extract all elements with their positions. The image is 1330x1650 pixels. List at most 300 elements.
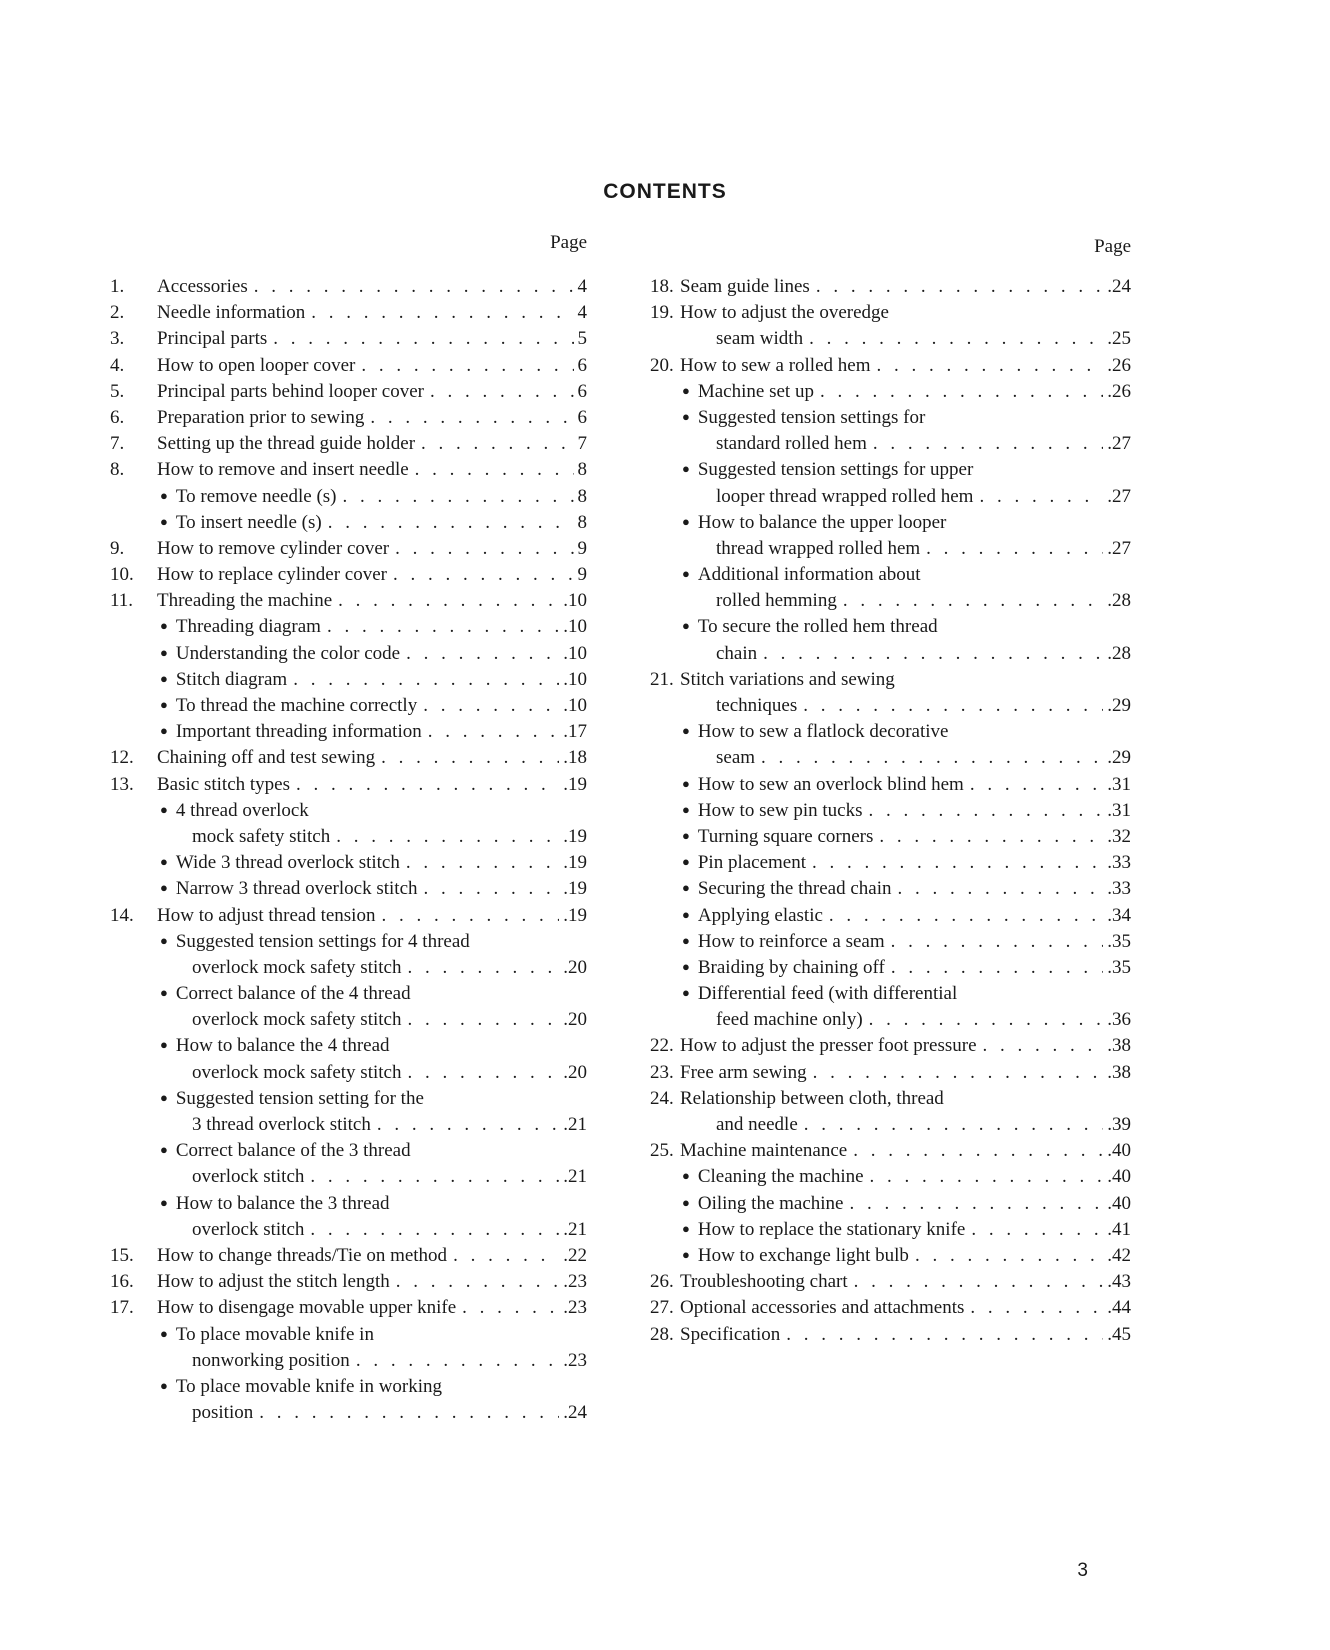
toc-entry-page: .38: [1107, 1035, 1131, 1057]
toc-entry: [110, 300, 587, 326]
bullet-icon: ●: [160, 618, 168, 634]
toc-entry-title: seam: [716, 747, 756, 769]
toc-entry-page: .26: [1107, 354, 1131, 376]
leader-dots: [407, 955, 559, 981]
toc-entry-title: Stitch variations and sewing: [680, 668, 895, 690]
toc-entry-line: [160, 510, 587, 537]
toc-entry-number: 4.: [110, 354, 125, 376]
leader-dots: [983, 1033, 1104, 1059]
toc-entry: [650, 955, 1131, 981]
toc-entry-line: [157, 562, 587, 588]
toc-entry: [650, 588, 1131, 614]
leader-dots: [377, 1112, 559, 1138]
bullet-icon: ●: [682, 723, 690, 739]
toc-entry-title: Important threading information: [175, 721, 422, 743]
toc-entry-title: How to balance the 3 thread: [175, 1192, 390, 1214]
toc-left-list: [110, 274, 587, 1426]
bullet-icon: ●: [160, 854, 168, 870]
toc-entry-line: [192, 1060, 587, 1086]
toc-entry: [650, 326, 1131, 352]
toc-entry-number: 12.: [110, 747, 134, 769]
toc-entry: [650, 981, 1131, 1007]
leader-dots: [407, 1007, 559, 1033]
toc-entry-title: To insert needle (s): [175, 511, 322, 533]
toc-entry-line: [716, 431, 1131, 457]
toc-entry-number: 18.: [650, 276, 674, 297]
toc-entry-line: [157, 405, 587, 431]
toc-entry-line: [160, 798, 315, 825]
toc-entry: [650, 1322, 1131, 1348]
toc-entry: [650, 562, 1131, 588]
toc-entry-title: Relationship between cloth, thread: [680, 1087, 944, 1109]
toc-entry-page: .21: [563, 1166, 587, 1188]
toc-entry: [110, 719, 587, 745]
leader-dots: [891, 955, 1103, 981]
toc-entry-title: Chaining off and test sewing: [157, 747, 376, 769]
toc-entry: [110, 274, 587, 300]
toc-entry-page: .26: [1107, 380, 1131, 402]
toc-entry-title: nonworking position: [192, 1349, 350, 1371]
toc-entry-title: To secure the rolled hem thread: [697, 616, 938, 638]
leader-dots: [273, 326, 573, 352]
toc-entry-page: .29: [1107, 695, 1131, 716]
toc-entry: [650, 1269, 1131, 1295]
bullet-icon: ●: [682, 1168, 690, 1184]
toc-entry-line: [682, 1191, 1131, 1218]
toc-entry-title: Wide 3 thread overlock stitch: [175, 852, 400, 874]
bullet-icon: ●: [160, 985, 168, 1001]
toc-entry-page: 6: [577, 380, 587, 402]
leader-dots: [259, 1400, 559, 1426]
leader-dots: [876, 353, 1103, 379]
toc-entry-title: techniques: [716, 695, 798, 716]
toc-entry-title: overlock stitch: [192, 1218, 305, 1240]
leader-dots: [897, 876, 1103, 902]
toc-entry-title: Suggested tension settings for upper: [697, 459, 974, 481]
toc-entry-page: .43: [1107, 1271, 1131, 1293]
toc-entry: [650, 274, 1131, 300]
toc-entry-title: overlock mock safety stitch: [192, 1061, 402, 1083]
toc-entry-title: chain: [716, 642, 758, 664]
toc-entry: [110, 562, 587, 588]
toc-entry-number: 3.: [110, 328, 125, 350]
toc-entry-page: .21: [563, 1218, 587, 1240]
toc-entry: [650, 405, 1131, 431]
toc-entry-line: [682, 955, 1131, 982]
toc-entry: [650, 772, 1131, 798]
leader-dots: [424, 876, 560, 902]
toc-entry-title: How to adjust the presser foot pressure: [680, 1035, 977, 1057]
bullet-icon: ●: [682, 382, 690, 398]
toc-entry-page: .18: [563, 747, 587, 769]
toc-entry: [650, 457, 1131, 483]
toc-entry-line: [160, 719, 587, 746]
toc-entry-line: [680, 1269, 1131, 1295]
toc-entry: [650, 1060, 1131, 1086]
toc-entry-page: .45: [1107, 1323, 1131, 1345]
bullet-icon: ●: [160, 1089, 168, 1105]
toc-entry: [650, 484, 1131, 510]
leader-dots: [853, 1138, 1103, 1164]
toc-entry-number: 22.: [650, 1035, 674, 1057]
leader-dots: [393, 562, 573, 588]
toc-entry-title: Optional accessories and attachments: [680, 1297, 965, 1319]
bullet-icon: ●: [682, 513, 690, 529]
toc-entry-line: [157, 431, 587, 457]
toc-entry-line: [680, 1138, 1131, 1164]
leader-dots: [970, 772, 1103, 798]
toc-entry: [110, 1007, 587, 1033]
toc-entry-line: [716, 745, 1131, 771]
toc-entry-page: 9: [577, 537, 587, 559]
toc-entry: [110, 1322, 587, 1348]
leader-dots: [343, 484, 574, 510]
toc-entry-line: [680, 1033, 1131, 1059]
toc-entry: [650, 614, 1131, 640]
page-title: CONTENTS: [603, 180, 727, 203]
toc-entry-line: [682, 379, 1131, 406]
bullet-icon: ●: [682, 801, 690, 817]
toc-entry-title: How to balance the upper looper: [697, 511, 947, 533]
toc-entry-line: [680, 1322, 1131, 1348]
toc-entry-page: .23: [563, 1271, 587, 1293]
toc-entry-number: 8.: [110, 459, 125, 481]
leader-dots: [971, 1217, 1103, 1243]
toc-entry-title: How to remove and insert needle: [157, 459, 409, 481]
toc-entry-line: [716, 588, 1131, 614]
page-number: 3: [1077, 1560, 1088, 1581]
leader-dots: [979, 484, 1103, 510]
toc-entry-page: .31: [1107, 773, 1131, 795]
toc-entry-page: .27: [1107, 485, 1131, 507]
bullet-icon: ●: [160, 644, 168, 660]
toc-entry-title: To remove needle (s): [175, 485, 337, 507]
leader-dots: [428, 719, 560, 745]
leader-dots: [869, 798, 1104, 824]
bullet-icon: ●: [160, 880, 168, 896]
toc-entry-line: [160, 667, 587, 694]
toc-entry: [110, 353, 587, 379]
toc-entry-number: 17.: [110, 1297, 134, 1319]
toc-entry-line: [680, 353, 1131, 379]
toc-entry-line: [682, 405, 931, 432]
toc-entry-line: [160, 1138, 417, 1165]
bullet-icon: ●: [682, 932, 690, 948]
toc-entry-page: 8: [577, 459, 587, 481]
toc-entry-title: Correct balance of the 3 thread: [175, 1140, 411, 1162]
toc-entry-number: 2.: [110, 302, 125, 324]
toc-entry: [650, 1033, 1131, 1059]
toc-entry-line: [192, 1400, 587, 1426]
bullet-icon: ●: [682, 854, 690, 870]
toc-entry-line: [682, 981, 963, 1008]
toc-entry-number: 28.: [650, 1323, 674, 1345]
leader-dots: [406, 850, 559, 876]
toc-entry-line: [160, 484, 587, 511]
leader-dots: [381, 903, 559, 929]
toc-entry-page: 8: [577, 485, 587, 507]
toc-entry-line: [160, 614, 587, 641]
toc-entry: [650, 1191, 1131, 1217]
toc-right-column: [650, 228, 1131, 1348]
toc-entry: [650, 1243, 1131, 1269]
toc-entry: [650, 353, 1131, 379]
toc-entry-title: Threading the machine: [157, 590, 333, 612]
toc-entry-line: [682, 510, 952, 537]
toc-entry: [110, 510, 587, 536]
toc-entry-page: 7: [577, 433, 587, 455]
toc-entry-page: .17: [563, 721, 587, 743]
leader-dots: [786, 1322, 1103, 1348]
toc-entry-title: position: [192, 1402, 254, 1424]
toc-entry: [110, 1164, 587, 1190]
toc-entry-title: overlock mock safety stitch: [192, 1009, 402, 1031]
leader-dots: [430, 379, 574, 405]
toc-entry: [650, 1295, 1131, 1321]
toc-entry-line: [716, 693, 1131, 719]
leader-dots: [327, 614, 559, 640]
toc-entry: [110, 1217, 587, 1243]
toc-entry: [650, 510, 1131, 536]
toc-entry-page: .10: [563, 590, 587, 612]
toc-entry-title: Specification: [680, 1323, 781, 1345]
toc-entry-title: Applying elastic: [697, 904, 823, 926]
toc-entry-title: How to balance the 4 thread: [175, 1035, 390, 1057]
leader-dots: [869, 1007, 1104, 1033]
toc-entry: [110, 1086, 587, 1112]
toc-entry-line: [716, 536, 1131, 562]
toc-entry-line: [157, 1295, 587, 1321]
toc-entry-number: 27.: [650, 1297, 674, 1319]
toc-entry-title: mock safety stitch: [192, 825, 331, 847]
toc-entry-title: feed machine only): [716, 1009, 863, 1031]
toc-entry-number: 6.: [110, 406, 125, 428]
leader-dots: [423, 693, 559, 719]
toc-entry-line: [682, 824, 1131, 851]
toc-entry-title: thread wrapped rolled hem: [716, 537, 921, 559]
toc-entry-page: .27: [1107, 433, 1131, 455]
toc-entry: [110, 379, 587, 405]
toc-entry: [650, 903, 1131, 929]
toc-entry-page: .28: [1107, 590, 1131, 612]
leader-dots: [970, 1295, 1103, 1321]
bullet-icon: ●: [160, 1037, 168, 1053]
bullet-icon: ●: [160, 1142, 168, 1158]
bullet-icon: ●: [682, 408, 690, 424]
toc-entry-line: [682, 614, 944, 641]
toc-entry: [110, 641, 587, 667]
toc-entry: [110, 1295, 587, 1321]
toc-entry-title: looper thread wrapped rolled hem: [716, 485, 974, 507]
leader-dots: [926, 536, 1103, 562]
toc-entry: [110, 824, 587, 850]
toc-entry-page: 6: [577, 406, 587, 428]
leader-dots: [310, 1217, 559, 1243]
toc-entry-line: [192, 1348, 587, 1374]
leader-dots: [761, 745, 1103, 771]
toc-entry-number: 9.: [110, 537, 125, 559]
toc-entry: [110, 929, 587, 955]
toc-entry-line: [682, 1217, 1131, 1244]
toc-entry: [110, 484, 587, 510]
toc-entry-title: and needle: [716, 1114, 798, 1135]
toc-entry-page: .10: [563, 642, 587, 664]
toc-entry-title: How to disengage movable upper knife: [157, 1297, 457, 1319]
toc-entry: [110, 536, 587, 562]
toc-entry-page: .19: [563, 852, 587, 874]
toc-entry-page: .39: [1107, 1114, 1131, 1135]
toc-entry-line: [157, 1243, 587, 1269]
toc-entry-title: Setting up the thread guide holder: [157, 433, 416, 455]
toc-entry: [110, 1191, 587, 1217]
toc-entry-title: rolled hemming: [716, 590, 837, 612]
toc-entry-title: seam width: [716, 328, 804, 350]
toc-entry: [110, 1033, 587, 1059]
toc-entry-title: Basic stitch types: [157, 773, 290, 795]
toc-entry-title: Correct balance of the 4 thread: [175, 983, 411, 1005]
leader-dots: [396, 1269, 560, 1295]
leader-dots: [356, 1348, 559, 1374]
toc-entry: [110, 955, 587, 981]
leader-dots: [915, 1243, 1103, 1269]
leader-dots: [311, 300, 573, 326]
toc-entry-line: [192, 824, 587, 850]
toc-entry-title: Accessories: [157, 276, 248, 297]
toc-entry-title: Braiding by chaining off: [697, 956, 885, 978]
toc-entry-title: Suggested tension settings for: [697, 406, 926, 428]
toc-entry: [110, 903, 587, 929]
bullet-icon: ●: [682, 1246, 690, 1262]
toc-entry: [650, 929, 1131, 955]
bullet-icon: ●: [682, 566, 690, 582]
toc-entry-page: .19: [563, 825, 587, 847]
toc-entry: [110, 588, 587, 614]
leader-dots: [293, 667, 559, 693]
toc-entry-title: 3 thread overlock stitch: [192, 1114, 371, 1135]
leader-dots: [854, 1269, 1104, 1295]
toc-entry-line: [157, 326, 587, 352]
toc-entry-line: [157, 745, 587, 771]
toc-entry-title: Threading diagram: [175, 616, 321, 638]
leader-dots: [850, 1191, 1104, 1217]
toc-entry: [650, 1007, 1131, 1033]
toc-entry-title: How to replace the stationary knife: [697, 1218, 966, 1240]
leader-dots: [338, 588, 559, 614]
toc-entry-title: How to adjust the stitch length: [157, 1271, 390, 1293]
toc-entry-number: 5.: [110, 380, 125, 402]
toc-entry-title: How to adjust the overedge: [680, 302, 889, 324]
toc-entry-page: .35: [1107, 930, 1131, 952]
toc-entry: [110, 326, 587, 352]
toc-entry-line: [716, 1007, 1131, 1033]
toc-entry-line: [160, 693, 587, 720]
bullet-icon: ●: [682, 906, 690, 922]
leader-dots: [462, 1295, 559, 1321]
toc-entry: [650, 667, 1131, 693]
leader-dots: [407, 1060, 559, 1086]
toc-entry: [110, 850, 587, 876]
leader-dots: [453, 1243, 559, 1269]
toc-entry-title: How to open looper cover: [157, 354, 356, 376]
toc-entry-line: [157, 457, 587, 483]
toc-entry-line: [716, 1112, 1131, 1138]
toc-entry-title: Machine set up: [697, 380, 814, 402]
toc-entry-title: To place movable knife in: [175, 1323, 374, 1345]
bullet-icon: ●: [682, 1220, 690, 1236]
toc-entry: [110, 1400, 587, 1426]
toc-entry: [110, 981, 587, 1007]
toc-entry-line: [682, 929, 1131, 956]
toc-entry-title: Seam guide lines: [680, 276, 810, 297]
toc-entry-title: How to adjust thread tension: [157, 904, 376, 926]
toc-entry-page: 8: [577, 511, 587, 533]
toc-entry-number: 19.: [650, 302, 674, 324]
toc-entry-line: [682, 1243, 1131, 1270]
toc-entry-line: [192, 1007, 587, 1033]
toc-entry-page: .20: [563, 956, 587, 978]
toc-entry-title: To place movable knife in working: [175, 1375, 443, 1397]
toc-entry-page: .10: [563, 695, 587, 716]
toc-entry-line: [682, 903, 1131, 930]
toc-entry: [650, 300, 1131, 326]
toc-entry-line: [160, 641, 587, 668]
toc-entry-number: 25.: [650, 1140, 674, 1162]
toc-entry-title: overlock mock safety stitch: [192, 956, 402, 978]
bullet-icon: ●: [682, 827, 690, 843]
toc-entry: [110, 693, 587, 719]
bullet-icon: ●: [682, 618, 690, 634]
toc-entry: [650, 693, 1131, 719]
toc-entry-page: .32: [1107, 825, 1131, 847]
toc-entry: [650, 1086, 1131, 1112]
toc-entry-line: [682, 876, 1131, 903]
toc-entry: [650, 536, 1131, 562]
bullet-icon: ●: [682, 1194, 690, 1210]
toc-entry-title: Troubleshooting chart: [680, 1271, 848, 1293]
toc-entry-page: .19: [563, 904, 587, 926]
bullet-icon: ●: [160, 487, 168, 503]
toc-entry-page: 4: [577, 302, 587, 324]
toc-entry: [650, 431, 1131, 457]
toc-entry-page: .38: [1107, 1061, 1131, 1083]
toc-entry: [650, 1112, 1131, 1138]
leader-dots: [879, 824, 1103, 850]
toc-entry-line: [160, 1322, 380, 1349]
toc-entry-title: Needle information: [157, 302, 306, 324]
toc-entry-line: [160, 1086, 430, 1113]
toc-entry-number: 13.: [110, 773, 134, 795]
leader-dots: [296, 772, 559, 798]
toc-entry-line: [157, 536, 587, 562]
leader-dots: [804, 1112, 1103, 1138]
bullet-icon: ●: [160, 723, 168, 739]
toc-entry: [650, 745, 1131, 771]
toc-entry-page: .23: [563, 1297, 587, 1319]
toc-entry-line: [160, 981, 417, 1008]
toc-entry: [650, 1217, 1131, 1243]
toc-entry-page: .25: [1107, 328, 1131, 350]
toc-entry-number: 15.: [110, 1244, 134, 1266]
leader-dots: [381, 745, 559, 771]
toc-entry-page: 6: [577, 354, 587, 376]
toc-entry-line: [680, 667, 901, 693]
toc-entry-title: How to exchange light bulb: [697, 1244, 909, 1266]
toc-entry: [650, 379, 1131, 405]
toc-entry-title: To thread the machine correctly: [175, 695, 418, 716]
toc-entry: [110, 798, 587, 824]
toc-entry-line: [680, 274, 1131, 300]
toc-entry: [110, 667, 587, 693]
